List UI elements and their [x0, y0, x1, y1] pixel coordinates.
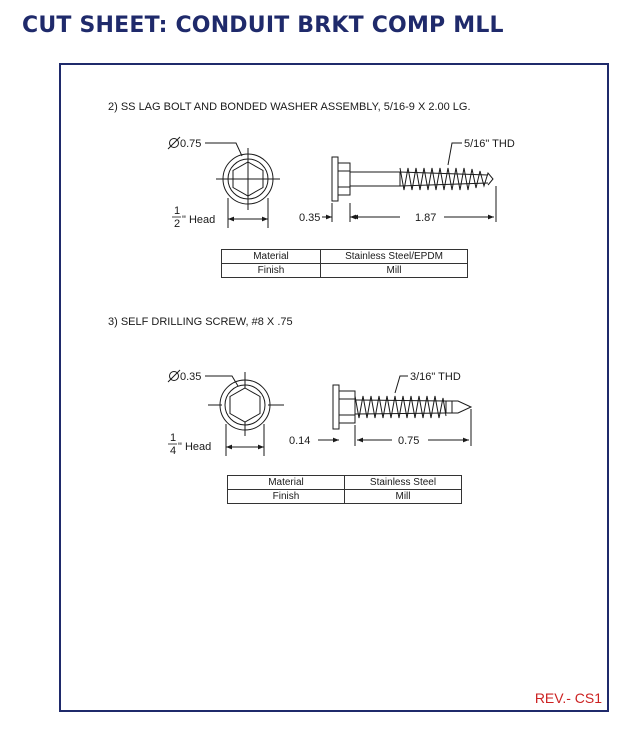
lag-bolt-spec-table: [221, 249, 468, 278]
item-2-heading: 2) SS LAG BOLT AND BONDED WASHER ASSEMBLY, 5/16-9 X 2.00 LG.: [108, 101, 471, 113]
lag-bolt-head-length: 0.35: [299, 212, 321, 224]
table-cell: Finish: [228, 490, 345, 504]
item-3-heading: 3) SELF DRILLING SCREW, #8 X .75: [108, 316, 293, 328]
svg-text:1: 1: [170, 432, 177, 444]
svg-text:1: 1: [174, 205, 181, 217]
screw-spec-table: [227, 475, 462, 504]
screw-head-size-label: [168, 432, 211, 457]
table-row: [222, 250, 468, 264]
table-cell: Mill: [345, 490, 462, 504]
lag-bolt-shank-length: 1.87: [415, 212, 437, 224]
lag-bolt-thread-label: 5/16" THD: [464, 138, 515, 150]
table-cell: Material: [228, 476, 345, 490]
page-title: CUT SHEET: CONDUIT BRKT COMP MLL: [22, 13, 504, 38]
svg-text:4: 4: [170, 445, 177, 457]
table-row: [222, 264, 468, 278]
revision-label: REV.- CS1: [534, 690, 602, 706]
svg-text:2: 2: [174, 218, 181, 230]
lag-bolt-head-view: [205, 143, 280, 228]
lag-bolt-head-size-label: [172, 205, 215, 230]
svg-text:" Head: " Head: [178, 441, 212, 453]
table-row: [228, 490, 462, 504]
screw-shank-length: 0.75: [398, 435, 420, 447]
lag-bolt-side-view: [322, 143, 496, 222]
lag-bolt-diameter-label: [168, 137, 201, 150]
svg-text:" Head: " Head: [182, 214, 216, 226]
table-cell: Material: [222, 250, 321, 264]
table-cell: Mill: [321, 264, 468, 278]
screw-head-length: 0.14: [289, 435, 311, 447]
screw-diameter-label: [168, 370, 201, 383]
svg-text:0.75: 0.75: [180, 138, 202, 150]
screw-thread-label: 3/16" THD: [410, 371, 461, 383]
svg-text:0.35: 0.35: [180, 371, 202, 383]
screw-side-view: [318, 376, 471, 446]
table-cell: Stainless Steel: [345, 476, 462, 490]
table-cell: Finish: [222, 264, 321, 278]
table-row: [228, 476, 462, 490]
table-cell: Stainless Steel/EPDM: [321, 250, 468, 264]
screw-head-view: [205, 372, 284, 456]
